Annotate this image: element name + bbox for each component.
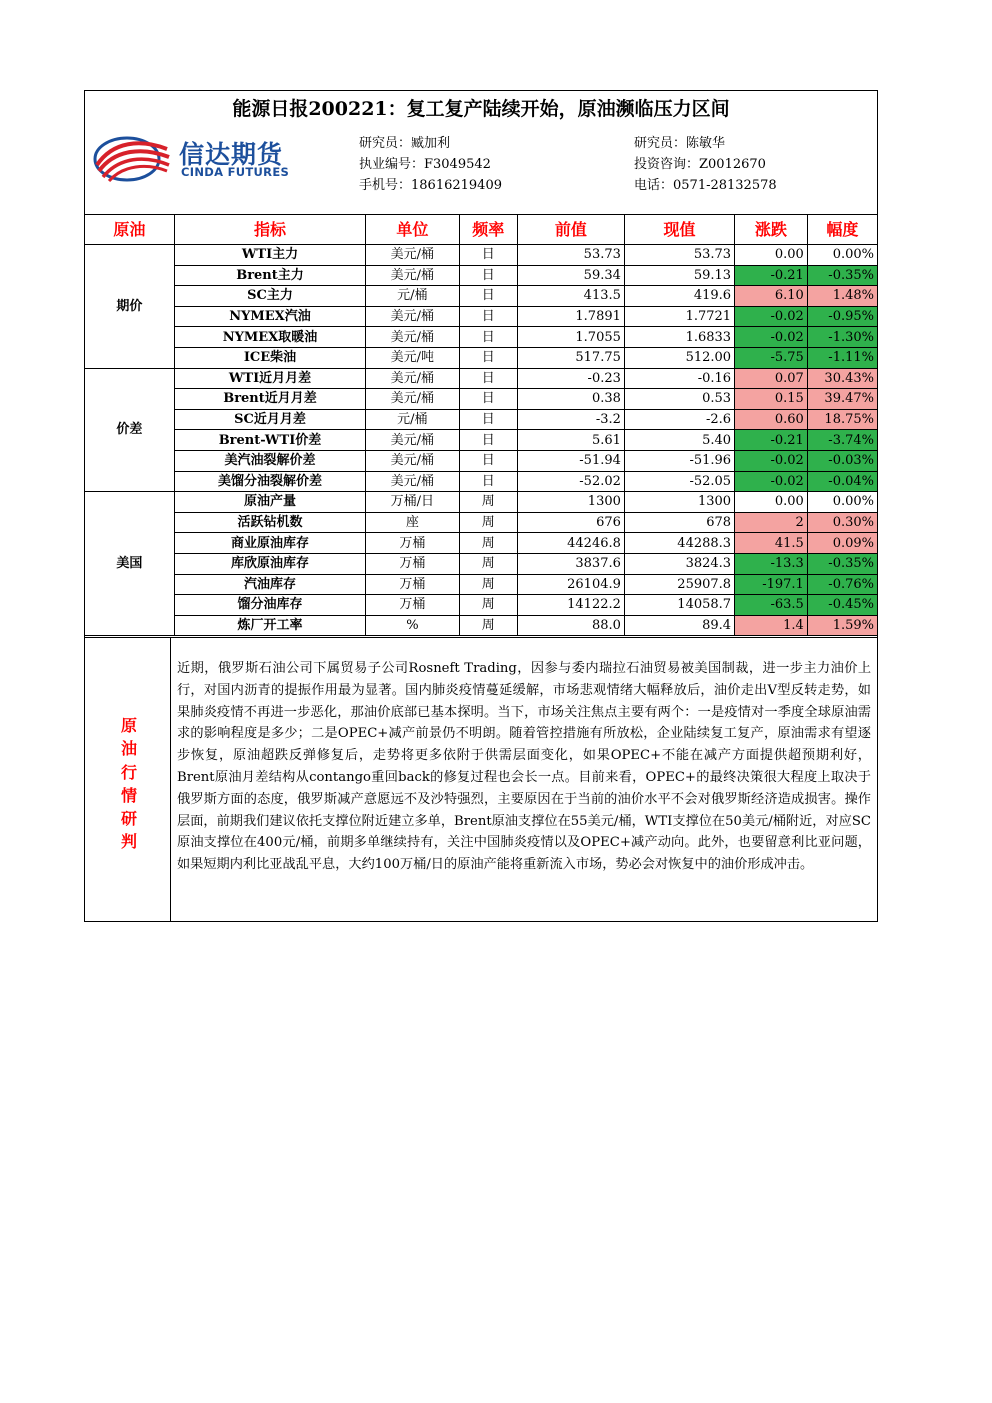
cinda-logo bbox=[93, 133, 298, 183]
change-cell: -0.02 bbox=[735, 471, 808, 492]
table-row bbox=[85, 512, 877, 533]
current-value-cell: 1300 bbox=[624, 492, 734, 513]
change-cell: 2 bbox=[735, 512, 808, 533]
unit-cell: 美元/吨 bbox=[366, 347, 460, 368]
current-value-cell: 1.7721 bbox=[624, 306, 734, 327]
frequency-cell: 日 bbox=[459, 450, 517, 471]
current-value-cell: -52.05 bbox=[624, 471, 734, 492]
change-cell: -0.21 bbox=[735, 430, 808, 451]
percent-change-cell: 0.00% bbox=[807, 492, 877, 513]
percent-change-cell: -0.35% bbox=[807, 265, 877, 286]
table-header-row bbox=[85, 215, 877, 245]
change-cell: 0.00 bbox=[735, 492, 808, 513]
indicator-cell: ICE柴油 bbox=[174, 347, 365, 368]
previous-value-cell: 44246.8 bbox=[517, 533, 624, 554]
change-cell: -0.21 bbox=[735, 265, 808, 286]
current-value-cell: 1.6833 bbox=[624, 327, 734, 348]
table-row bbox=[85, 553, 877, 574]
current-value-cell: 0.53 bbox=[624, 389, 734, 410]
frequency-cell: 日 bbox=[459, 409, 517, 430]
category-cell: 期价 bbox=[85, 245, 174, 369]
percent-change-cell: -0.35% bbox=[807, 553, 877, 574]
current-value-cell: 512.00 bbox=[624, 347, 734, 368]
previous-value-cell: 88.0 bbox=[517, 615, 624, 636]
frequency-cell: 日 bbox=[459, 265, 517, 286]
frequency-cell: 日 bbox=[459, 471, 517, 492]
analysis-text: 近期，俄罗斯石油公司下属贸易子公司Rosneft Trading，因参与委内瑞拉石油贸易被美国制裁，进一步主力油价上行，对国内沥青的提振作用最为显著。国内肺炎疫情蔓延缓解，市场悲观情绪大幅释放后，油价走出V型反转走势，如果肺炎疫情不再进一步恶化，那油价底部已基本探明。当下，市场关注焦点主要有两个：一是疫情对一季度全球原油需求的影响程度是多少；二是OPEC+减产前景仍不明朗。随着管控措施有所放松，企业陆续复工复产，原油需求有望逐步恢复，原油超跌反弹修复后，走势将更多依附于供需层面变化，如果OPEC+不能在减产方面提供超预期利好，Brent原油月差结构从contango重回back的修复过程也会长一点。目前来看，OPEC+的最终决策很大程度上取决于俄罗斯方面的态度，俄罗斯减产意愿远不及沙特强烈，主要原因在于当前的油价水平不会对俄罗斯经济造成损害。操作层面，前期我们建议依托支撑位附近建立多单，Brent原油支撑位在55美元/桶，WTI支撑位在50美元/桶附近，对应SC原油支撑位在400元/桶，前期多单继续持有，关注中国肺炎疫情以及OPEC+减产动向。此外，也要留意利比亚问题，如果短期内利比亚战乱平息，大约100万桶/日的原油产能将重新流入市场，势必会对恢复中的油价形成冲击。 bbox=[177, 661, 871, 873]
change-cell: 0.15 bbox=[735, 389, 808, 410]
table-row bbox=[85, 245, 877, 266]
data-table-body bbox=[85, 215, 877, 636]
frequency-cell: 周 bbox=[459, 512, 517, 533]
unit-cell: 美元/桶 bbox=[366, 389, 460, 410]
frequency-cell: 日 bbox=[459, 245, 517, 266]
analysis-section bbox=[85, 637, 877, 922]
unit-cell: 座 bbox=[366, 512, 460, 533]
unit-cell: 美元/桶 bbox=[366, 430, 460, 451]
current-value-cell: 678 bbox=[624, 512, 734, 533]
change-cell: -197.1 bbox=[735, 574, 808, 595]
unit-cell: 万桶 bbox=[366, 595, 460, 616]
current-value-cell: -0.16 bbox=[624, 368, 734, 389]
table-row bbox=[85, 450, 877, 471]
table-row bbox=[85, 347, 877, 368]
current-value-cell: 14058.7 bbox=[624, 595, 734, 616]
report-frame bbox=[84, 90, 878, 922]
previous-value-cell: 53.73 bbox=[517, 245, 624, 266]
table-row bbox=[85, 409, 877, 430]
current-value-cell: 44288.3 bbox=[624, 533, 734, 554]
previous-value-cell: 26104.9 bbox=[517, 574, 624, 595]
header-cell: 幅度 bbox=[807, 215, 877, 245]
current-value-cell: 53.73 bbox=[624, 245, 734, 266]
previous-value-cell: 14122.2 bbox=[517, 595, 624, 616]
previous-value-cell: 413.5 bbox=[517, 286, 624, 307]
header-cell: 涨跌 bbox=[735, 215, 808, 245]
indicator-cell: 商业原油库存 bbox=[174, 533, 365, 554]
indicator-cell: 汽油库存 bbox=[174, 574, 365, 595]
analysis-label-cell bbox=[85, 638, 171, 922]
frequency-cell: 周 bbox=[459, 574, 517, 595]
change-cell: -63.5 bbox=[735, 595, 808, 616]
table-row bbox=[85, 471, 877, 492]
current-value-cell: -2.6 bbox=[624, 409, 734, 430]
frequency-cell: 周 bbox=[459, 533, 517, 554]
current-value-cell: 3824.3 bbox=[624, 553, 734, 574]
percent-change-cell: -0.76% bbox=[807, 574, 877, 595]
unit-cell: 美元/桶 bbox=[366, 368, 460, 389]
table-row bbox=[85, 615, 877, 636]
current-value-cell: 89.4 bbox=[624, 615, 734, 636]
current-value-cell: 5.40 bbox=[624, 430, 734, 451]
previous-value-cell: 0.38 bbox=[517, 389, 624, 410]
percent-change-cell: 30.43% bbox=[807, 368, 877, 389]
percent-change-cell: -0.95% bbox=[807, 306, 877, 327]
indicator-cell: NYMEX汽油 bbox=[174, 306, 365, 327]
category-cell: 价差 bbox=[85, 368, 174, 492]
frequency-cell: 日 bbox=[459, 286, 517, 307]
percent-change-cell: -1.30% bbox=[807, 327, 877, 348]
percent-change-cell: -1.11% bbox=[807, 347, 877, 368]
change-cell: -13.3 bbox=[735, 553, 808, 574]
unit-cell: 元/桶 bbox=[366, 409, 460, 430]
change-cell: -0.02 bbox=[735, 327, 808, 348]
frequency-cell: 周 bbox=[459, 492, 517, 513]
cinda-swoosh-icon bbox=[93, 135, 171, 183]
previous-value-cell: -3.2 bbox=[517, 409, 624, 430]
frequency-cell: 周 bbox=[459, 595, 517, 616]
consulting-number: 投资咨询：Z0012670 bbox=[634, 157, 766, 172]
frequency-cell: 日 bbox=[459, 389, 517, 410]
table-row bbox=[85, 265, 877, 286]
previous-value-cell: 1.7055 bbox=[517, 327, 624, 348]
previous-value-cell: 3837.6 bbox=[517, 553, 624, 574]
change-cell: -0.02 bbox=[735, 306, 808, 327]
percent-change-cell: 0.30% bbox=[807, 512, 877, 533]
previous-value-cell: 1300 bbox=[517, 492, 624, 513]
table-row bbox=[85, 368, 877, 389]
percent-change-cell: 0.09% bbox=[807, 533, 877, 554]
table-row bbox=[85, 286, 877, 307]
frequency-cell: 周 bbox=[459, 615, 517, 636]
change-cell: -5.75 bbox=[735, 347, 808, 368]
unit-cell: 美元/桶 bbox=[366, 306, 460, 327]
current-value-cell: 25907.8 bbox=[624, 574, 734, 595]
header-cell: 频率 bbox=[459, 215, 517, 245]
logo-text-cn: 信达期货 bbox=[179, 140, 284, 169]
unit-cell: 元/桶 bbox=[366, 286, 460, 307]
change-cell: 6.10 bbox=[735, 286, 808, 307]
license-number: 执业编号：F3049542 bbox=[359, 157, 491, 172]
header-cell: 单位 bbox=[366, 215, 460, 245]
change-cell: 0.00 bbox=[735, 245, 808, 266]
previous-value-cell: 517.75 bbox=[517, 347, 624, 368]
frequency-cell: 日 bbox=[459, 368, 517, 389]
indicator-cell: WTI主力 bbox=[174, 245, 365, 266]
indicator-cell: Brent近月月差 bbox=[174, 389, 365, 410]
unit-cell: 万桶 bbox=[366, 553, 460, 574]
data-table bbox=[85, 215, 877, 636]
unit-cell: 美元/桶 bbox=[366, 327, 460, 348]
previous-value-cell: -0.23 bbox=[517, 368, 624, 389]
indicator-cell: 美馏分油裂解价差 bbox=[174, 471, 365, 492]
unit-cell: % bbox=[366, 615, 460, 636]
percent-change-cell: 1.48% bbox=[807, 286, 877, 307]
contact-right bbox=[634, 133, 777, 196]
percent-change-cell: 18.75% bbox=[807, 409, 877, 430]
change-cell: 41.5 bbox=[735, 533, 808, 554]
table-row bbox=[85, 327, 877, 348]
percent-change-cell: 0.00% bbox=[807, 245, 877, 266]
previous-value-cell: -51.94 bbox=[517, 450, 624, 471]
indicator-cell: SC近月月差 bbox=[174, 409, 365, 430]
unit-cell: 美元/桶 bbox=[366, 245, 460, 266]
frequency-cell: 日 bbox=[459, 327, 517, 348]
frequency-cell: 日 bbox=[459, 347, 517, 368]
indicator-cell: 活跃钻机数 bbox=[174, 512, 365, 533]
unit-cell: 美元/桶 bbox=[366, 265, 460, 286]
analysis-label: 原油行情研判 bbox=[120, 716, 137, 852]
report-title: 能源日报200221：复工复产陆续开始，原油濒临压力区间 bbox=[232, 98, 730, 120]
indicator-cell: SC主力 bbox=[174, 286, 365, 307]
table-row bbox=[85, 389, 877, 410]
contact-left bbox=[359, 133, 502, 196]
header-cell: 指标 bbox=[174, 215, 365, 245]
category-cell: 美国 bbox=[85, 492, 174, 636]
percent-change-cell: -0.45% bbox=[807, 595, 877, 616]
indicator-cell: 库欣原油库存 bbox=[174, 553, 365, 574]
researcher-name: 研究员：臧加利 bbox=[359, 136, 451, 151]
previous-value-cell: 676 bbox=[517, 512, 624, 533]
frequency-cell: 日 bbox=[459, 306, 517, 327]
percent-change-cell: -3.74% bbox=[807, 430, 877, 451]
indicator-cell: NYMEX取暖油 bbox=[174, 327, 365, 348]
indicator-cell: 馏分油库存 bbox=[174, 595, 365, 616]
table-row bbox=[85, 574, 877, 595]
table-row bbox=[85, 306, 877, 327]
current-value-cell: -51.96 bbox=[624, 450, 734, 471]
previous-value-cell: 5.61 bbox=[517, 430, 624, 451]
change-cell: 0.07 bbox=[735, 368, 808, 389]
frequency-cell: 周 bbox=[459, 553, 517, 574]
indicator-cell: Brent-WTI价差 bbox=[174, 430, 365, 451]
table-row bbox=[85, 492, 877, 513]
unit-cell: 美元/桶 bbox=[366, 450, 460, 471]
phone-number: 电话：0571-28132578 bbox=[634, 178, 777, 193]
indicator-cell: 原油产量 bbox=[174, 492, 365, 513]
percent-change-cell: 39.47% bbox=[807, 389, 877, 410]
change-cell: 0.60 bbox=[735, 409, 808, 430]
indicator-cell: 炼厂开工率 bbox=[174, 615, 365, 636]
previous-value-cell: 59.34 bbox=[517, 265, 624, 286]
mobile-number: 手机号：18616219409 bbox=[359, 178, 502, 193]
previous-value-cell: -52.02 bbox=[517, 471, 624, 492]
indicator-cell: Brent主力 bbox=[174, 265, 365, 286]
indicator-cell: WTI近月月差 bbox=[174, 368, 365, 389]
change-cell: -0.02 bbox=[735, 450, 808, 471]
frequency-cell: 日 bbox=[459, 430, 517, 451]
table-row bbox=[85, 595, 877, 616]
header-cell: 前值 bbox=[517, 215, 624, 245]
current-value-cell: 59.13 bbox=[624, 265, 734, 286]
unit-cell: 万桶 bbox=[366, 574, 460, 595]
previous-value-cell: 1.7891 bbox=[517, 306, 624, 327]
header-cell: 原油 bbox=[85, 215, 174, 245]
unit-cell: 万桶/日 bbox=[366, 492, 460, 513]
researcher-name: 研究员：陈敏华 bbox=[634, 136, 726, 151]
current-value-cell: 419.6 bbox=[624, 286, 734, 307]
change-cell: 1.4 bbox=[735, 615, 808, 636]
table-row bbox=[85, 533, 877, 554]
table-row bbox=[85, 430, 877, 451]
header-cell: 现值 bbox=[624, 215, 734, 245]
indicator-cell: 美汽油裂解价差 bbox=[174, 450, 365, 471]
unit-cell: 万桶 bbox=[366, 533, 460, 554]
logo-text-en: CINDA FUTURES bbox=[181, 165, 290, 179]
percent-change-cell: -0.03% bbox=[807, 450, 877, 471]
percent-change-cell: -0.04% bbox=[807, 471, 877, 492]
unit-cell: 美元/桶 bbox=[366, 471, 460, 492]
percent-change-cell: 1.59% bbox=[807, 615, 877, 636]
